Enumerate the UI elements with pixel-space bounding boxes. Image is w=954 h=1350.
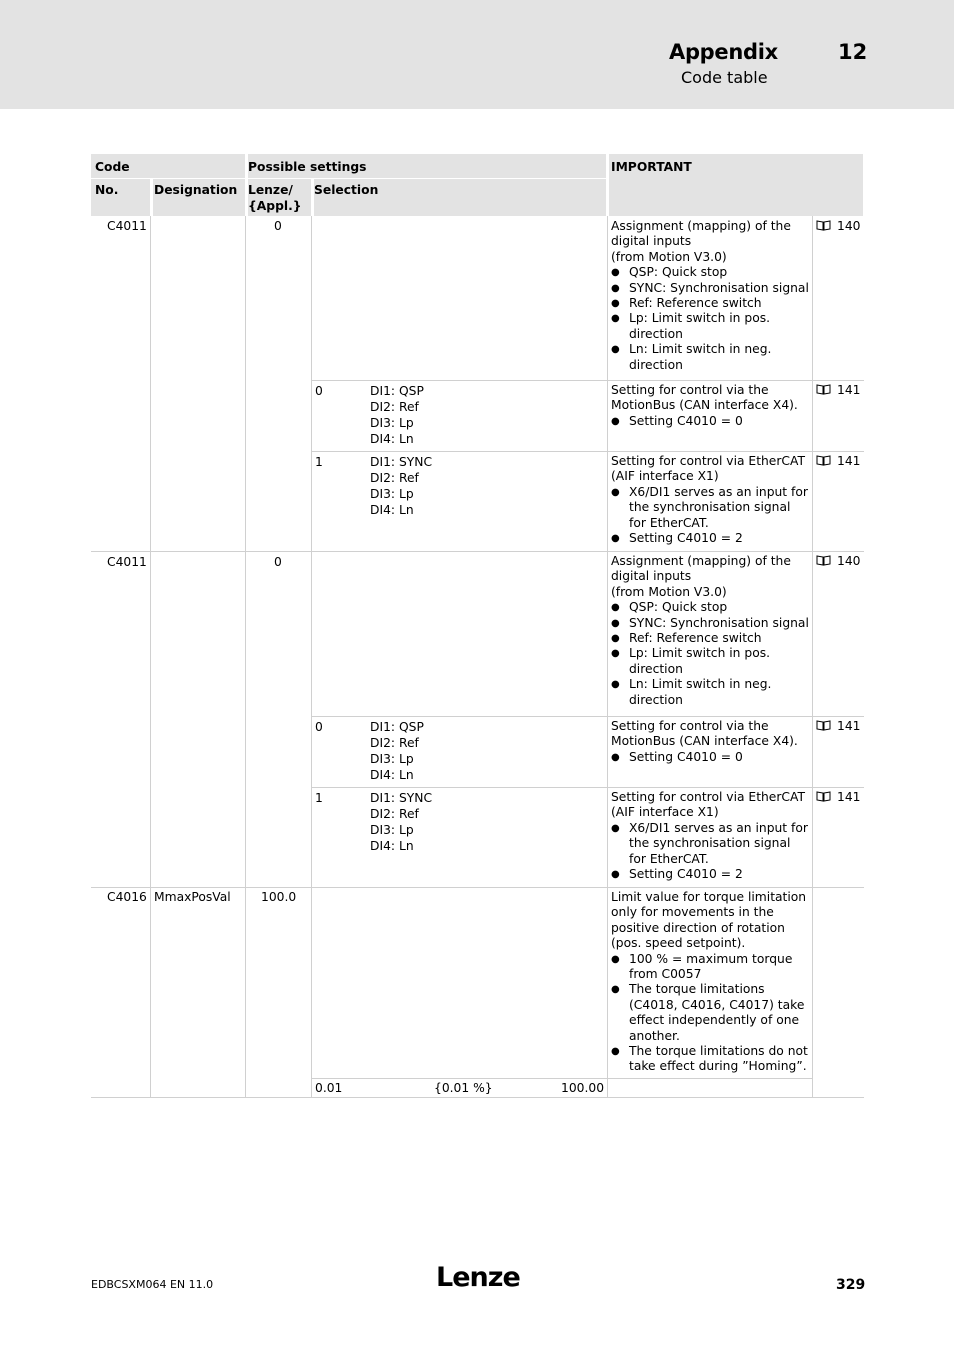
bullet-item: ● X6/DI1 serves as an input for the synchronisation signal for EtherCAT.: [611, 485, 811, 531]
page-reference[interactable]: 141: [816, 383, 860, 398]
page-number: 329: [836, 1277, 866, 1293]
lenze-default: 0: [274, 219, 282, 233]
selection-lines: DI1: QSP DI2: Ref DI3: Lp DI4: Ln: [370, 720, 424, 782]
code-number: C4016: [107, 890, 147, 904]
important-note: Setting for control via the MotionBus (CAN interface X4). ● Setting C4010 = 0: [611, 719, 811, 765]
bullet-item: ● Setting C4010 = 2: [611, 867, 811, 882]
bullet-item: ● Setting C4010 = 2: [611, 531, 811, 546]
selection-value: 0: [315, 720, 323, 734]
bullet-item: ● Setting C4010 = 0: [611, 750, 811, 765]
range-min: 0.01: [315, 1081, 343, 1095]
bullet-item: ● Ln: Limit switch in neg. direction: [611, 677, 811, 708]
chapter-subtitle: Code table: [681, 68, 768, 87]
bullet-item: ● SYNC: Synchronisation signal: [611, 281, 811, 296]
page-reference[interactable]: 140: [816, 554, 860, 569]
range-max: 100.00: [561, 1081, 605, 1095]
important-note: Setting for control via EtherCAT (AIF interface X1) ● X6/DI1 serves as an input for the synchronisation signal for EtherCAT. ● Setting C4010 = 2: [611, 454, 811, 546]
lenze-default: 0: [274, 555, 282, 569]
book-icon: [816, 791, 831, 802]
bullet-item: ● Ln: Limit switch in neg. direction: [611, 342, 811, 373]
book-icon: [816, 455, 831, 466]
bullet-item: ● SYNC: Synchronisation signal: [611, 616, 811, 631]
page-reference[interactable]: 140: [816, 219, 860, 234]
bullet-item: ● X6/DI1 serves as an input for the synchronisation signal for EtherCAT.: [611, 821, 811, 867]
bullet-item: ● Lp: Limit switch in pos. direction: [611, 646, 811, 677]
selection-value: 0: [315, 384, 323, 398]
chapter-title: Appendix: [669, 40, 778, 64]
selection-lines: DI1: SYNC DI2: Ref DI3: Lp DI4: Ln: [370, 455, 433, 517]
important-note: Assignment (mapping) of the digital inputs (from Motion V3.0) ● QSP: Quick stop ● SYNC: Synchronisation signal ● Ref: Reference switch ● Lp: Limit switch in pos. direction ● Ln: Limit switch in neg. direction: [611, 554, 811, 708]
important-note: Assignment (mapping) of the digital inputs (from Motion V3.0) ● QSP: Quick stop ● SYNC: Synchronisation signal ● Ref: Reference switch ● Lp: Limit switch in pos. direction ● Ln: Limit switch in neg. direction: [611, 219, 811, 373]
code-number: C4011: [107, 555, 147, 569]
col-code: Code: [95, 160, 130, 174]
page-header: [0, 0, 954, 109]
bullet-item: ● Ref: Reference switch: [611, 631, 811, 646]
col-appl: {Appl.}: [248, 199, 302, 213]
book-icon: [816, 384, 831, 395]
col-possible-settings: Possible settings: [248, 160, 367, 174]
code-designation: MmaxPosVal: [154, 890, 231, 904]
lenze-logo: Lenze: [436, 1262, 520, 1293]
book-icon: [816, 555, 831, 566]
col-selection: Selection: [314, 183, 379, 197]
book-icon: [816, 220, 831, 231]
bullet-item: ● Ref: Reference switch: [611, 296, 811, 311]
bullet-item: ● Setting C4010 = 0: [611, 414, 811, 429]
page-reference[interactable]: 141: [816, 790, 860, 805]
bullet-item: ● Lp: Limit switch in pos. direction: [611, 311, 811, 342]
important-note: Setting for control via the MotionBus (CAN interface X4). ● Setting C4010 = 0: [611, 383, 811, 429]
selection-value: 1: [315, 791, 323, 805]
bullet-item: ● QSP: Quick stop: [611, 265, 811, 280]
lenze-default: 100.0: [261, 890, 297, 904]
bullet-item: ● The torque limitations (C4018, C4016, C4017) take effect independently of one another.: [611, 982, 811, 1044]
selection-lines: DI1: QSP DI2: Ref DI3: Lp DI4: Ln: [370, 384, 424, 446]
col-designation: Designation: [154, 183, 238, 197]
bullet-item: ● The torque limitations do not take effect during ”Homing”.: [611, 1044, 811, 1075]
col-no: No.: [95, 183, 119, 197]
bullet-item: ● 100 % = maximum torque from C0057: [611, 952, 811, 983]
selection-lines: DI1: SYNC DI2: Ref DI3: Lp DI4: Ln: [370, 791, 433, 853]
bullet-item: ● QSP: Quick stop: [611, 600, 811, 615]
doc-id: EDBCSXM064 EN 11.0: [91, 1278, 214, 1291]
important-note: Limit value for torque limitation only for movements in the positive direction of rotation (pos. speed setpoint). ● 100 % = maximum torque from C0057 ● The torque limitations (C4018, C4016, C4017) take effect independently of one another. ● The torque limitations do not take effect during ”Homing”.: [611, 890, 811, 1075]
selection-value: 1: [315, 455, 323, 469]
page-reference[interactable]: 141: [816, 719, 860, 734]
col-important: IMPORTANT: [611, 160, 692, 174]
chapter-number: 12: [838, 40, 868, 64]
page-reference[interactable]: 141: [816, 454, 860, 469]
book-icon: [816, 720, 831, 731]
code-number: C4011: [107, 219, 147, 233]
range-unit: {0.01 %}: [434, 1081, 493, 1095]
important-note: Setting for control via EtherCAT (AIF interface X1) ● X6/DI1 serves as an input for the synchronisation signal for EtherCAT. ● Setting C4010 = 2: [611, 790, 811, 882]
col-lenze: Lenze/: [248, 183, 293, 197]
